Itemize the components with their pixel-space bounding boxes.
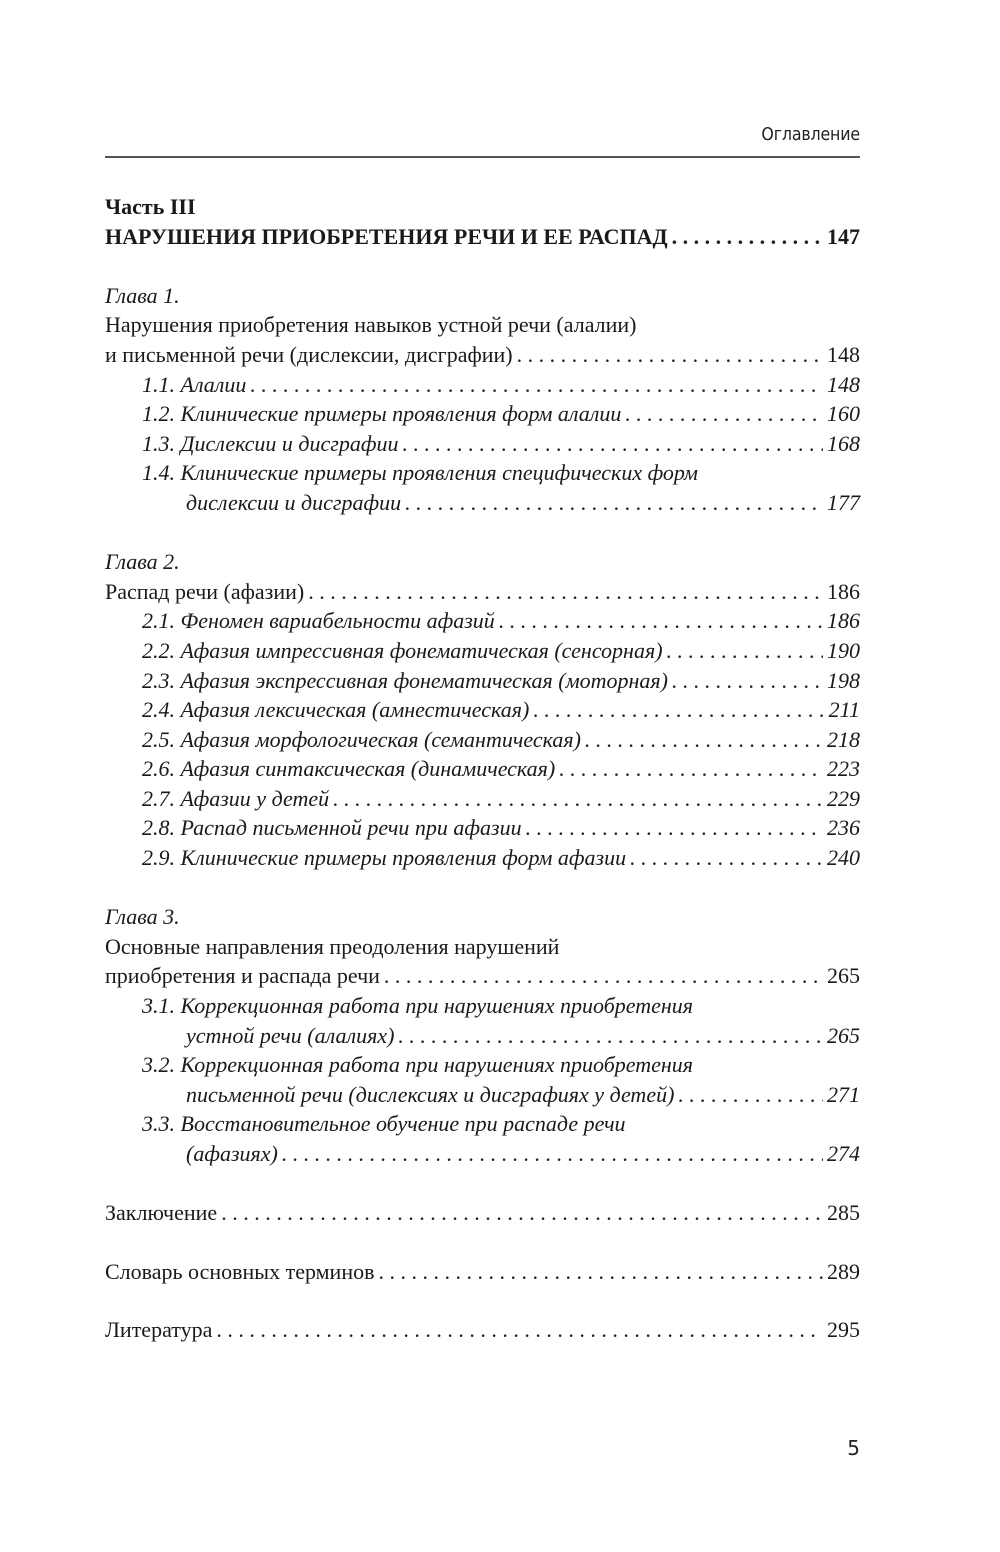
section-number: 1.2.	[142, 401, 175, 427]
section-number: 1.1.	[142, 371, 175, 397]
entry-page: 295	[823, 1315, 860, 1345]
section-title: Афазия морфологическая (семантическая)	[180, 726, 581, 752]
section-title: Афазии у детей	[180, 785, 330, 811]
chapter-label: Глава 1.	[105, 282, 180, 308]
section-title: Алалии	[180, 371, 247, 397]
entry-title	[142, 754, 559, 784]
entry-title	[142, 784, 333, 814]
section-title: Распад письменной речи при афазии	[180, 815, 522, 841]
toc-entry-section[interactable]	[105, 784, 860, 814]
entry-title: Заключение	[105, 1198, 221, 1228]
dot-leader	[533, 695, 824, 725]
entry-page: 160	[823, 399, 860, 429]
toc-entry-conclusion[interactable]	[105, 1198, 860, 1228]
chapter-title-line: Основные направления преодоления нарушений	[105, 933, 560, 959]
entry-page: 211	[825, 695, 860, 725]
section-number: 2.9.	[142, 845, 175, 871]
entry-page: 240	[823, 843, 860, 873]
section-number: 2.2.	[142, 637, 175, 663]
toc-entry-section[interactable]	[105, 488, 860, 518]
entry-title	[142, 370, 250, 400]
toc-entry-section[interactable]	[105, 429, 860, 459]
book-page	[105, 0, 860, 1552]
entry-title: (афазиях)	[186, 1139, 282, 1169]
entry-page: 186	[823, 606, 860, 636]
dot-leader	[526, 813, 823, 843]
dot-leader	[559, 754, 823, 784]
dot-leader	[333, 784, 823, 814]
dot-leader	[282, 1139, 823, 1169]
entry-page: 285	[823, 1198, 860, 1228]
section-title: Клинические примеры проявления специфических форм	[180, 460, 698, 486]
toc-entry-section[interactable]	[105, 399, 860, 429]
section-title: Афазия синтаксическая (динамическая)	[180, 756, 556, 782]
entry-page: 274	[823, 1139, 860, 1169]
section-number: 2.7.	[142, 785, 175, 811]
section-number: 3.3.	[142, 1111, 175, 1137]
entry-page: 186	[823, 577, 860, 607]
toc-entry-section[interactable]	[105, 666, 860, 696]
section-title: Клинические примеры проявления форм алалии	[180, 401, 622, 427]
section-number: 2.8.	[142, 815, 175, 841]
toc-entry-section[interactable]	[105, 754, 860, 784]
entry-title: Распад речи (афазии)	[105, 577, 308, 607]
section-title: Коррекционная работа при нарушениях приобретения	[180, 993, 694, 1019]
toc-entry-chapter-2[interactable]	[105, 577, 860, 607]
toc-entry-part-3[interactable]	[105, 222, 860, 252]
toc-entry-section[interactable]	[105, 1080, 860, 1110]
entry-page: 198	[823, 666, 860, 696]
entry-title	[142, 813, 526, 843]
dot-leader	[398, 1021, 823, 1051]
dot-leader	[672, 666, 823, 696]
toc-entry-references[interactable]	[105, 1315, 860, 1345]
section-title-line	[105, 1109, 860, 1139]
header-rule	[105, 156, 860, 158]
toc-entry-section[interactable]	[105, 1021, 860, 1051]
toc-entry-section[interactable]	[105, 606, 860, 636]
section-title-line	[105, 1050, 860, 1080]
section-title-line	[105, 991, 860, 1021]
entry-title	[142, 429, 402, 459]
entry-title: Литература	[105, 1315, 216, 1345]
entry-title: дислексии и дисграфии	[186, 488, 405, 518]
entry-title: устной речи (алалиях)	[186, 1021, 398, 1051]
section-title: Восстановительное обучение при распаде речи	[180, 1111, 626, 1137]
section-title-line	[105, 458, 860, 488]
section-number: 2.6.	[142, 756, 175, 782]
dot-leader	[667, 636, 823, 666]
dot-leader	[384, 961, 823, 991]
entry-page: 190	[823, 636, 860, 666]
entry-page: 148	[823, 340, 860, 370]
section-title: Афазия импрессивная фонематическая (сенсорная)	[180, 637, 663, 663]
toc-entry-section[interactable]	[105, 1139, 860, 1169]
entry-title	[142, 399, 625, 429]
section-title: Афазия экспрессивная фонематическая (моторная)	[180, 667, 668, 693]
toc-entry-section[interactable]	[105, 370, 860, 400]
section-number: 2.4.	[142, 697, 175, 723]
entry-title: письменной речи (дислексиях и дисграфиях у детей)	[186, 1080, 678, 1110]
toc-entry-section[interactable]	[105, 813, 860, 843]
section-number: 2.3.	[142, 667, 175, 693]
dot-leader	[517, 340, 823, 370]
toc-entry-chapter-1[interactable]	[105, 340, 860, 370]
entry-page: 177	[823, 488, 860, 518]
entry-page: 168	[823, 429, 860, 459]
entry-title	[142, 606, 499, 636]
entry-title	[142, 636, 667, 666]
section-number: 1.4.	[142, 460, 175, 486]
toc-entry-chapter-3[interactable]	[105, 961, 860, 991]
running-head: Оглавление	[761, 124, 860, 145]
chapter-title-line: Нарушения приобретения навыков устной речи (алалии)	[105, 312, 637, 338]
entry-title: приобретения и распада речи	[105, 961, 384, 991]
section-title: Клинические примеры проявления форм афазии	[180, 845, 627, 871]
dot-leader	[405, 488, 823, 518]
entry-title	[142, 843, 630, 873]
toc-entry-section[interactable]	[105, 725, 860, 755]
dot-leader	[678, 1080, 823, 1110]
toc-entry-section[interactable]	[105, 695, 860, 725]
entry-page: 218	[823, 725, 860, 755]
section-title: Коррекционная работа при нарушениях приобретения	[180, 1052, 694, 1078]
chapter-label: Глава 3.	[105, 904, 180, 930]
table-of-contents	[105, 192, 860, 1345]
dot-leader	[672, 222, 823, 252]
toc-entry-section[interactable]	[105, 843, 860, 873]
entry-page: 147	[823, 222, 860, 252]
entry-page: 265	[823, 1021, 860, 1051]
section-number: 1.3.	[142, 430, 175, 456]
toc-entry-section[interactable]	[105, 636, 860, 666]
dot-leader	[250, 370, 823, 400]
entry-page: 289	[823, 1257, 860, 1287]
entry-title	[142, 725, 585, 755]
section-title: Афазия лексическая (амнестическая)	[180, 697, 530, 723]
entry-title: Словарь основных терминов	[105, 1257, 378, 1287]
entry-page: 236	[823, 813, 860, 843]
section-number: 3.1.	[142, 993, 175, 1019]
entry-title	[142, 695, 533, 725]
section-number: 2.5.	[142, 726, 175, 752]
entry-title	[142, 666, 672, 696]
section-number: 3.2.	[142, 1052, 175, 1078]
entry-title: НАРУШЕНИЯ ПРИОБРЕТЕНИЯ РЕЧИ И ЕЕ РАСПАД	[105, 222, 672, 252]
entry-page: 223	[823, 754, 860, 784]
entry-page: 265	[823, 961, 860, 991]
dot-leader	[499, 606, 823, 636]
dot-leader	[630, 843, 823, 873]
dot-leader	[625, 399, 823, 429]
entry-page: 229	[823, 784, 860, 814]
dot-leader	[378, 1257, 823, 1287]
toc-entry-glossary[interactable]	[105, 1257, 860, 1287]
section-number: 2.1.	[142, 608, 175, 634]
dot-leader	[216, 1315, 823, 1345]
dot-leader	[308, 577, 823, 607]
section-title: Дислексии и дисграфии	[180, 430, 399, 456]
entry-page: 271	[823, 1080, 860, 1110]
dot-leader	[585, 725, 823, 755]
chapter-label: Глава 2.	[105, 549, 180, 575]
part-label: Часть III	[105, 194, 196, 219]
page-number: 5	[847, 1436, 860, 1460]
section-title: Феномен вариабельности афазий	[180, 608, 495, 634]
dot-leader	[402, 429, 823, 459]
entry-title: и письменной речи (дислексии, дисграфии)	[105, 340, 517, 370]
dot-leader	[221, 1198, 823, 1228]
entry-page: 148	[823, 370, 860, 400]
